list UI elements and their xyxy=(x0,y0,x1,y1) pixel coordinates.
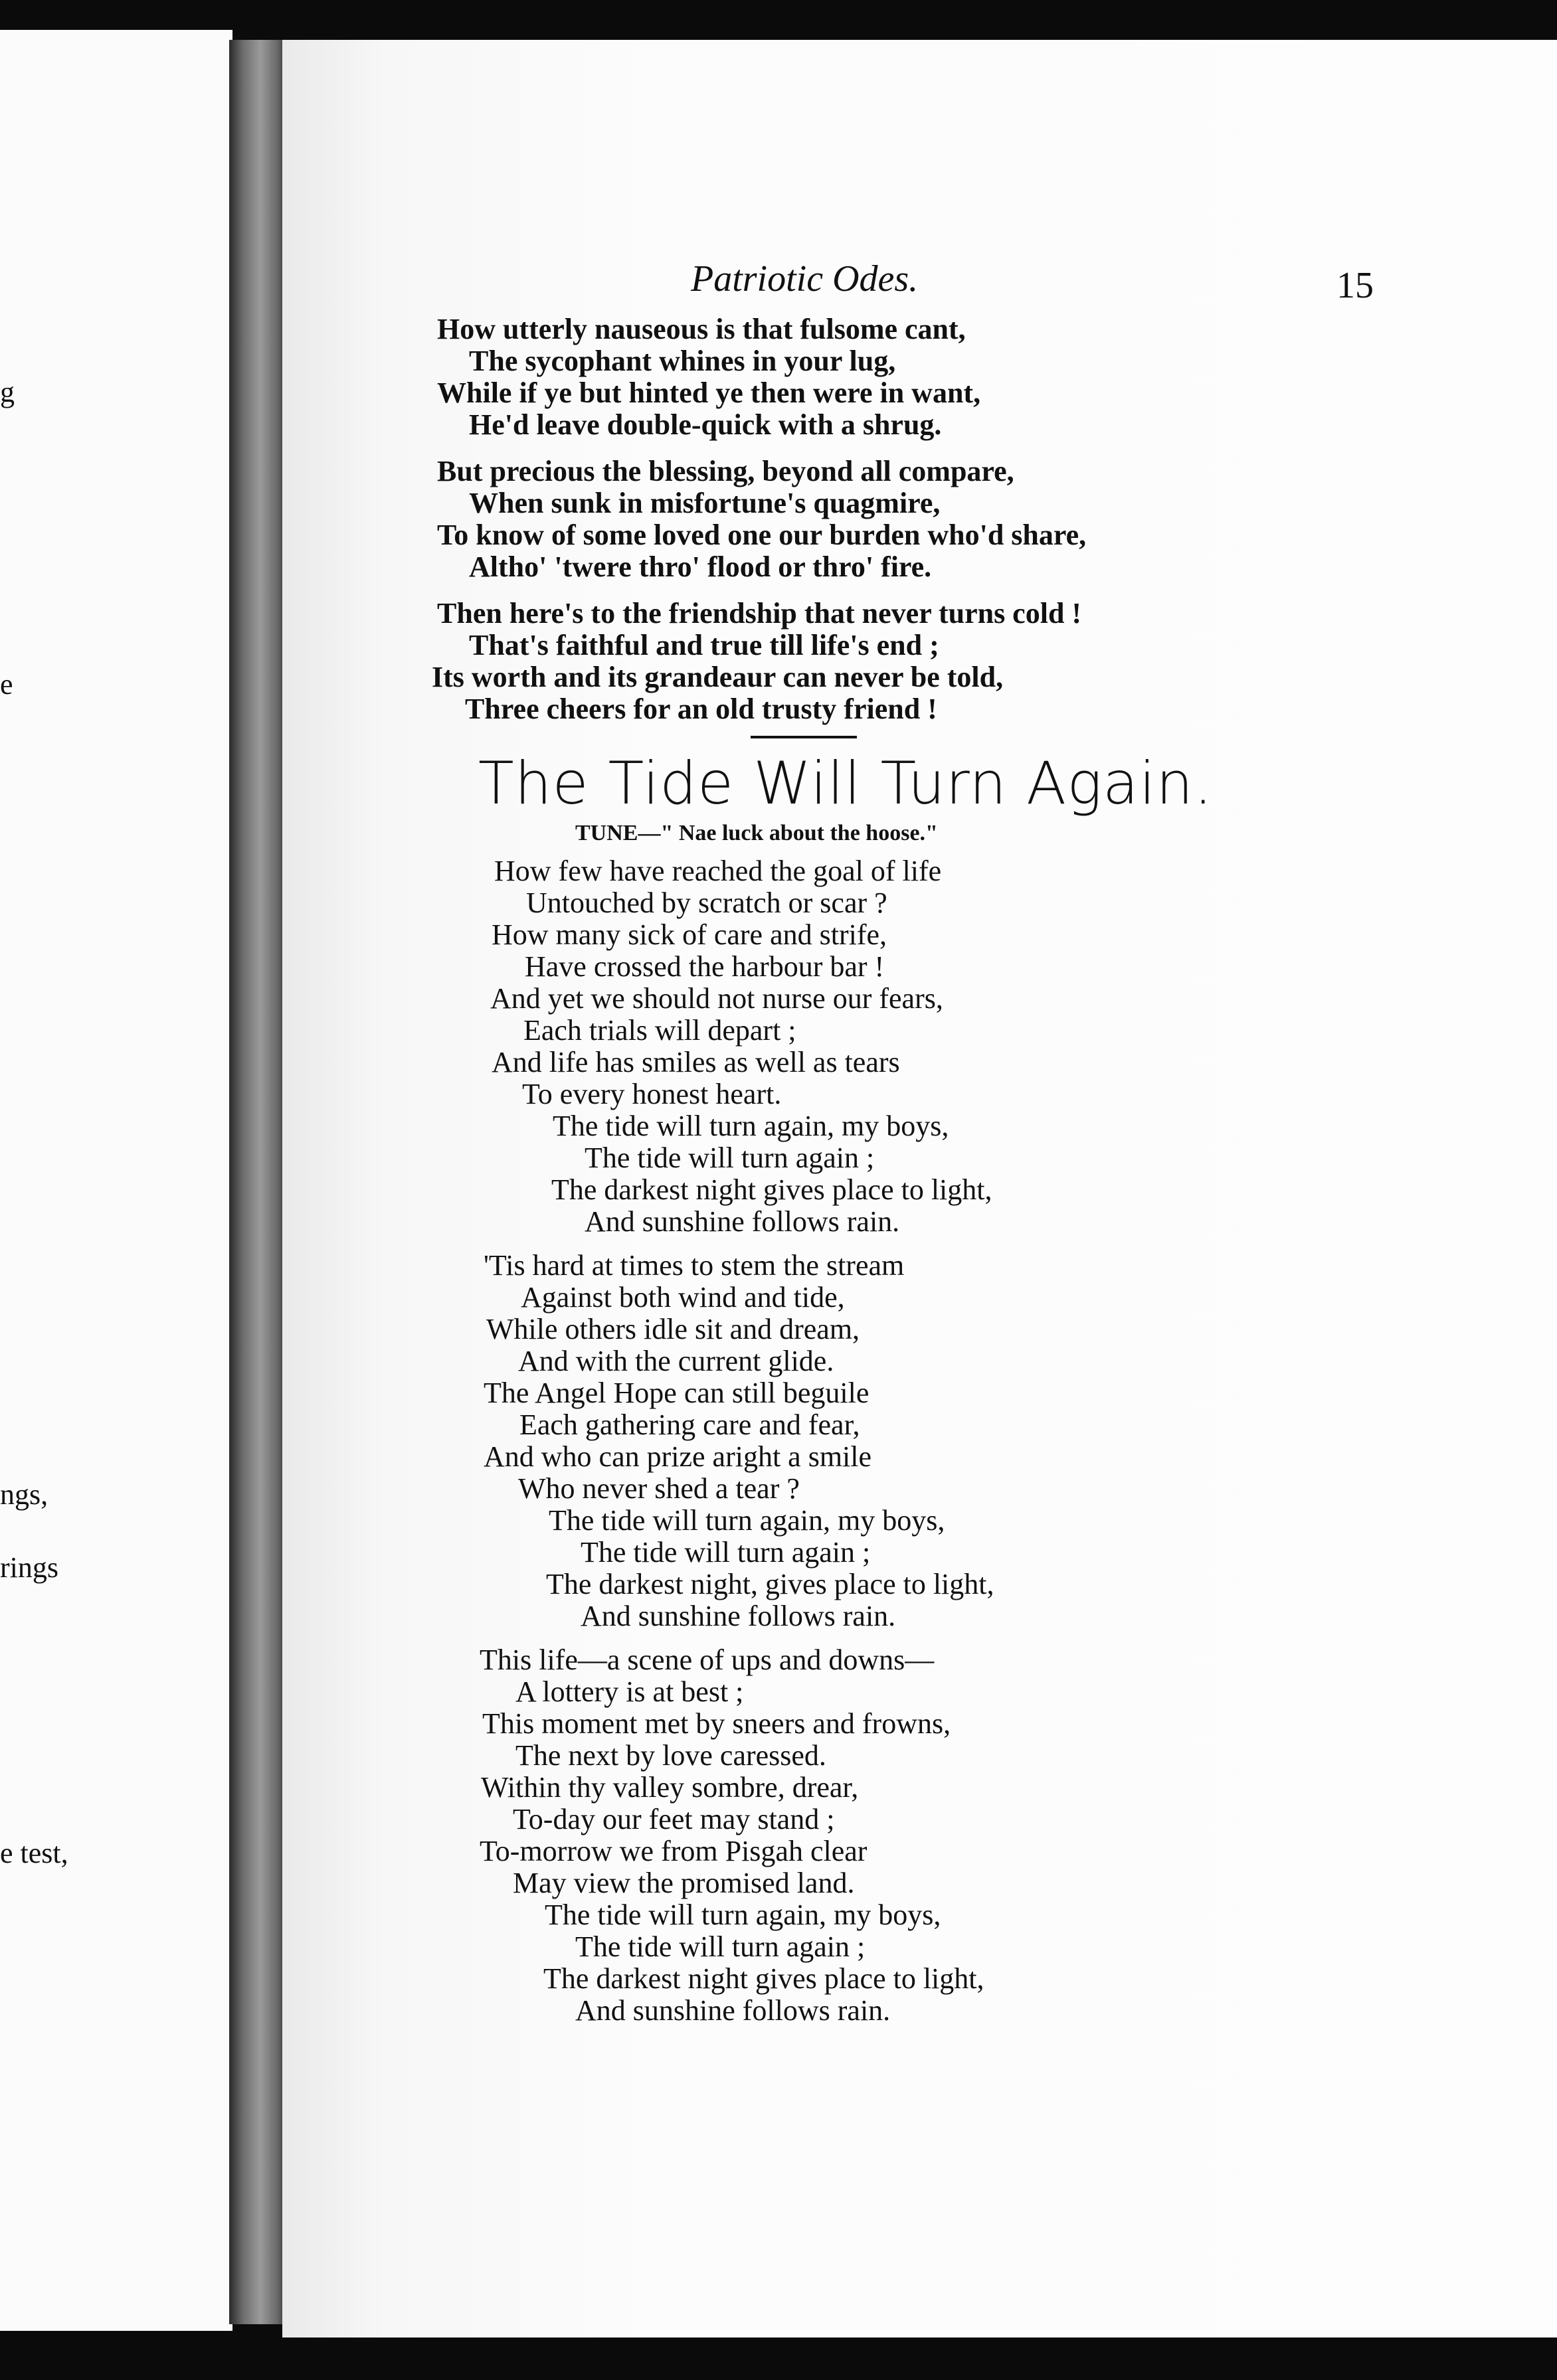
poem-line: The sycophant whines in your lug, xyxy=(469,345,896,377)
song-line: The tide will turn again ; xyxy=(575,1930,866,1963)
left-page-fragment: rings xyxy=(0,1551,58,1584)
song-line: This life—a scene of ups and downs— xyxy=(480,1644,935,1676)
poem-line: How utterly nauseous is that fulsome cant, xyxy=(437,313,966,345)
song-line: The tide will turn again ; xyxy=(585,1142,875,1174)
song-line: The tide will turn again, my boys, xyxy=(549,1504,945,1537)
song-line: And sunshine follows rain. xyxy=(581,1600,896,1632)
left-page xyxy=(0,30,232,2331)
book-spine-shadow xyxy=(229,40,286,2324)
left-page-fragment: g xyxy=(0,376,15,408)
song-title: The Tide Will Turn Again. xyxy=(478,749,1214,817)
poem-line: To know of some loved one our burden who'd share, xyxy=(437,519,1087,551)
poem-line: That's faithful and true till life's end ; xyxy=(469,629,939,661)
running-head: Patriotic Odes. xyxy=(691,258,919,299)
song-line: How many sick of care and strife, xyxy=(492,918,887,951)
song-line: Each trials will depart ; xyxy=(523,1014,796,1047)
song-line: The darkest night gives place to light, xyxy=(543,1962,984,1995)
song-line: This moment met by sneers and frowns, xyxy=(482,1707,951,1740)
song-line: The Angel Hope can still beguile xyxy=(484,1377,870,1409)
song-line: While others idle sit and dream, xyxy=(486,1313,860,1345)
song-line: Untouched by scratch or scar ? xyxy=(526,887,887,919)
song-line: 'Tis hard at times to stem the stream xyxy=(484,1249,905,1282)
song-line: Against both wind and tide, xyxy=(521,1281,845,1314)
song-line: May view the promised land. xyxy=(513,1867,855,1899)
page-number: 15 xyxy=(1336,265,1374,306)
poem-line: But precious the blessing, beyond all compare, xyxy=(437,455,1014,487)
song-line: To-day our feet may stand ; xyxy=(513,1803,835,1835)
song-line: How few have reached the goal of life xyxy=(494,855,942,887)
song-line: And yet we should not nurse our fears, xyxy=(490,982,943,1015)
song-line: The darkest night, gives place to light, xyxy=(546,1568,994,1600)
poem-line: Altho' 'twere thro' flood or thro' fire. xyxy=(469,551,932,583)
left-page-fragment: e xyxy=(0,668,13,701)
song-line: And with the current glide. xyxy=(518,1345,834,1377)
song-line: And sunshine follows rain. xyxy=(575,1994,891,2027)
song-line: Each gathering care and fear, xyxy=(519,1408,860,1441)
song-line: The tide will turn again, my boys, xyxy=(545,1899,941,1931)
poem-line: Its worth and its grandeaur can never be told, xyxy=(432,661,1004,693)
song-line: The tide will turn again ; xyxy=(581,1536,871,1569)
left-page-fragment: ngs, xyxy=(0,1478,48,1511)
poem-line: Then here's to the friendship that never turns cold ! xyxy=(437,597,1082,630)
song-tune: TUNE—" Nae luck about the hoose." xyxy=(575,821,938,845)
left-page-fragment: e test, xyxy=(0,1837,68,1869)
song-line: And life has smiles as well as tears xyxy=(492,1046,900,1078)
song-line: The next by love caressed. xyxy=(515,1739,826,1772)
poem-line: He'd leave double-quick with a shrug. xyxy=(469,408,942,441)
song-line: To every honest heart. xyxy=(522,1078,782,1110)
song-line: And who can prize aright a smile xyxy=(484,1440,872,1473)
song-line: Who never shed a tear ? xyxy=(518,1472,800,1505)
song-line: A lottery is at best ; xyxy=(515,1675,744,1708)
song-line: Within thy valley sombre, drear, xyxy=(481,1771,859,1804)
section-divider xyxy=(751,736,857,738)
song-line: To-morrow we from Pisgah clear xyxy=(480,1835,868,1867)
poem-line: Three cheers for an old trusty friend ! xyxy=(465,693,937,725)
song-line: The darkest night gives place to light, xyxy=(551,1173,992,1206)
poem-line: When sunk in misfortune's quagmire, xyxy=(469,487,941,519)
poem-line: While if ye but hinted ye then were in want, xyxy=(437,377,981,409)
song-line: The tide will turn again, my boys, xyxy=(553,1110,949,1142)
song-line: And sunshine follows rain. xyxy=(585,1205,900,1238)
song-line: Have crossed the harbour bar ! xyxy=(525,950,885,983)
